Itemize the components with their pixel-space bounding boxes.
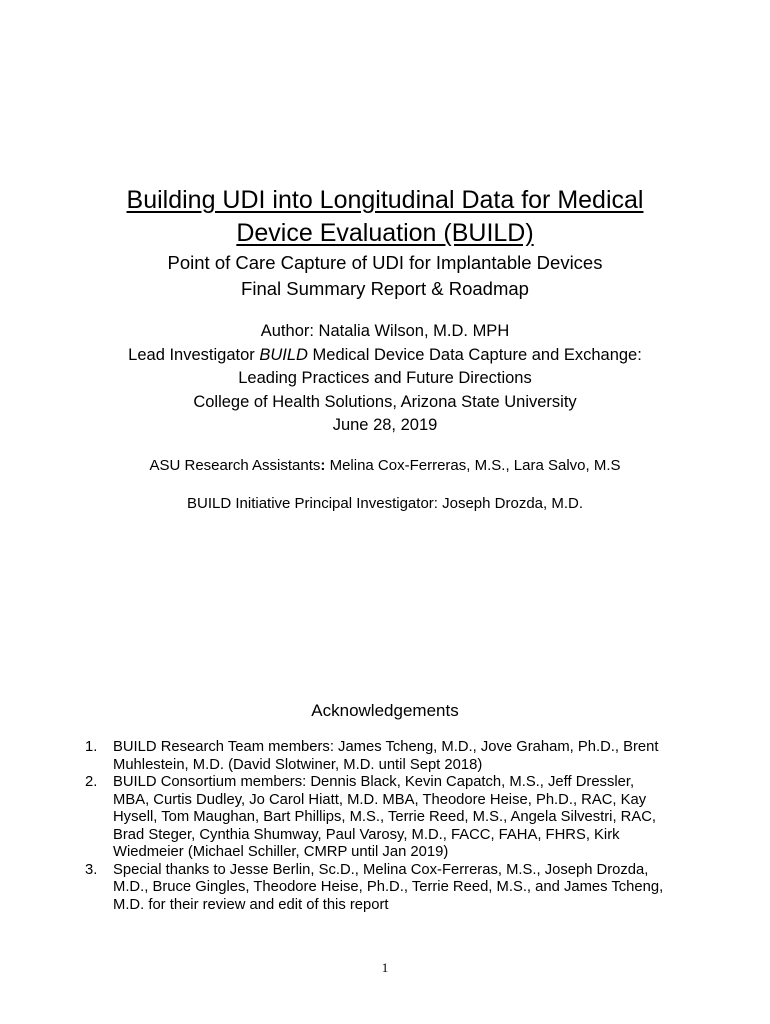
ra-colon: : — [320, 457, 326, 474]
acknowledgements-list — [85, 739, 705, 914]
acknowledgement-text-line: Brad Steger, Cynthia Shumway, Paul Varosy, M.D., FACC, FAHA, FHRS, Kirk — [113, 826, 620, 843]
lead-prefix: Lead Investigator — [128, 345, 260, 364]
list-number: 1. — [85, 739, 98, 755]
practices-line: Leading Practices and Future Directions — [238, 369, 532, 387]
page-number: 1 — [381, 960, 389, 975]
acknowledgement-text-line: Muhlestein, M.D. (David Slotwiner, M.D. until Sept 2018) — [113, 756, 483, 773]
principal-investigator: BUILD Initiative Principal Investigator: Joseph Drozda, M.D. — [187, 495, 583, 512]
acknowledgements-heading: Acknowledgements — [311, 701, 459, 720]
acknowledgement-text-line: MBA, Curtis Dudley, Jo Carol Hiatt, M.D. MBA, Theodore Heise, Ph.D., RAC, Kay — [113, 791, 647, 808]
acknowledgement-text-line: Wiedmeier (Michael Schiller, CMRP until Jan 2019) — [113, 844, 449, 860]
subtitle-line-2: Final Summary Report & Roadmap — [241, 278, 529, 299]
acknowledgement-text-line: M.D., Bruce Gingles, Theodore Heise, Ph.D., Terrie Reed, M.S., and James Tcheng, — [113, 879, 664, 895]
report-title — [0, 184, 770, 250]
college-line: College of Health Solutions, Arizona State University — [193, 392, 577, 411]
ra-names: Melina Cox-Ferreras, M.S., Lara Salvo, M.S — [325, 457, 621, 474]
ra-label: ASU Research Assistants — [149, 457, 321, 474]
acknowledgement-item — [85, 862, 705, 915]
author-line: Author: Natalia Wilson, M.D. MPH — [260, 322, 510, 340]
acknowledgement-text-line: M.D. for their review and edit of this report — [113, 896, 389, 913]
list-number: 2. — [85, 774, 98, 790]
acknowledgement-text-line: Special thanks to Jesse Berlin, Sc.D., Melina Cox-Ferreras, M.S., Joseph Drozda, — [113, 861, 649, 878]
title-line-1: Building UDI into Longitudinal Data for Medical — [126, 186, 644, 214]
research-assistants — [0, 457, 770, 474]
report-subtitle — [0, 250, 770, 302]
lead-investigator-line — [0, 344, 770, 368]
author-block — [0, 320, 770, 438]
acknowledgement-item — [85, 739, 705, 774]
lead-italic: BUILD — [259, 345, 308, 364]
acknowledgement-item — [85, 774, 705, 862]
subtitle-line-1: Point of Care Capture of UDI for Implantable Devices — [167, 252, 603, 273]
acknowledgement-text-line: BUILD Consortium members: Dennis Black, Kevin Capatch, M.S., Jeff Dressler, — [113, 774, 635, 790]
acknowledgement-text-line: Hysell, Tom Maughan, Bart Phillips, M.S., Terrie Reed, M.S., Angela Silvestri, RAC, — [113, 809, 657, 825]
title-line-2: Device Evaluation (BUILD) — [236, 219, 534, 247]
acknowledgement-text-line: BUILD Research Team members: James Tcheng, M.D., Jove Graham, Ph.D., Brent — [113, 739, 659, 755]
lead-suffix: Medical Device Data Capture and Exchange: — [307, 345, 642, 364]
date-line: June 28, 2019 — [332, 416, 438, 434]
list-number: 3. — [85, 861, 98, 878]
